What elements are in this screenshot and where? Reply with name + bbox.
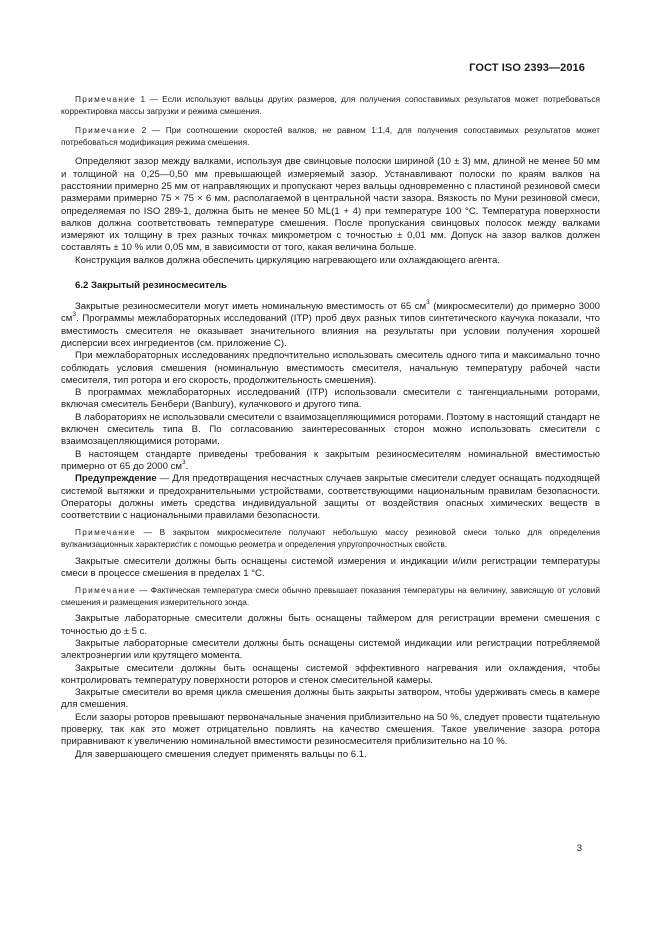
paragraph-power: Закрытые лабораторные смесители должны быть оснащены системой индикации или регистрации потребляемой электроэнергии или крутящего момента. <box>61 637 600 662</box>
paragraph-volume-text-c: . Программы межлабораторных исследований (ITP) проб двух разных типов синтетического каучука показали, что вместимость смесителя не оказывает значительного влияния на результаты при условии получения хорошей дисперсии всех ингредиентов (см. приложение С). <box>61 313 600 349</box>
page-content <box>61 94 600 761</box>
note-microsmesitel <box>61 527 600 550</box>
paragraph-roll-gap: Определяют зазор между валками, используя две свинцовые полоски шириной (10 ± 3) мм, длиной не менее 50 мм и толщиной на 0,25—0,50 мм превышающей измеряемый зазор. Устанавливают полоски по краям валков на расстоянии примерно 25 мм от направляющих и пропускают через вальцы одновременно с пластиной резиновой смеси размерами примерно 75 × 75 × 6 мм, располагаемой в центральной части зазора. Вязкость по Муни резиновой смеси, определяемая по ISO 289-1, должна быть не менее 50 ML(1 + 4) при температуре 100 °С. Температура поверхности валков должна соответствовать температуре смешения. После пропускания свинцовых полосок между валками измеряют их толщину в трех разных точках микрометром с точностью ± 0,01 мм. Допуск на зазор валков должен составлять ± 10 % или 0,05 мм, в зависимости от того, какая величина больше. <box>61 156 600 254</box>
paragraph-itp-programs: В программах межлабораторных исследований (ITP) использовали смесители с тангенциальными роторами, включая смеситель Бенбери (Banbury), кулачкового и другого типа. <box>61 387 600 411</box>
note-text: — Фактическая температура смеси обычно превышает показания температуры на величину, зависящую от условий смешения и размещения измерительного зонда. <box>61 585 600 607</box>
paragraph-volume-text-a: Закрытые резиносмесители могут иметь номинальную вместимость от 65 см <box>75 301 427 313</box>
paragraph-final-mixing: Для завершающего смешения следует применять вальцы по 6.1. <box>75 748 367 760</box>
note-label: Примечание <box>75 125 137 136</box>
paragraph-ram: Закрытые смесители во время цикла смешения должны быть закрыты затвором, чтобы удерживать смесь в камере для смешения. <box>61 687 600 711</box>
note-label: Примечание <box>75 585 137 596</box>
paragraph-volume <box>61 298 600 350</box>
paragraph-interlab: При межлабораторных исследованиях предпочтительно использовать смеситель одного типа и максимально точно соблюдать условия смешения (номинальную вместимость смесителя, начальную температуру рабочей части смесителя, тип ротора и его скорость, продолжительность смешения). <box>61 350 600 386</box>
note-text: — При соотношении скоростей валков, не равном 1:1,4, для получения сопоставимых результатов может потребоваться модификация режима смешения. <box>61 125 600 147</box>
document-header: ГОСТ ISO 2393—2016 <box>469 62 585 74</box>
note-text: — Если используют вальцы других размеров, для получения сопоставимых результатов может потребоваться корректировка массы загрузки и режима смешения. <box>61 94 600 116</box>
page-number: 3 <box>576 843 582 854</box>
paragraph-rotor-clearance: Если зазоры роторов превышают первоначальные значения приблизительно на 50 %, следует провести тщательную проверку, так как это может отрицательно повлиять на качество смешения. Такое увеличение зазора ротора приравнивают к увеличению номинальной вместимости резиносмесителя приблизительно на 10 %. <box>61 711 600 748</box>
paragraph-warning <box>61 473 600 522</box>
note-1 <box>61 94 600 117</box>
paragraph-requirements-text-b: . <box>185 460 189 472</box>
note-label: Примечание <box>75 527 137 538</box>
paragraph-temperature-measurement: Закрытые смесители должны быть оснащены системой измерения и индикации и/или регистрации температуры смеси в процессе смешения в пределах 1 °С. <box>61 555 600 579</box>
paragraph-requirements <box>61 449 600 474</box>
superscript: 3 <box>426 298 430 306</box>
paragraph-heating: Закрытые смесители должны быть оснащены системой эффективного нагревания или охлаждения, чтобы контролировать температуру поверхности роторов и стенок смесительной камеры. <box>61 662 600 686</box>
paragraph-volume-text-b: (микросмесители) до примерно 3000 см <box>61 301 600 325</box>
note-2 <box>61 125 600 148</box>
note-text: — В закрытом микросмесителе получают небольшую массу резиновой смеси только для определения вулканизационных характеристик с помощью реометра и определения упругопрочностных свойств. <box>61 527 600 549</box>
paragraph-timer: Закрытые лабораторные смесители должны быть оснащены таймером для регистрации времени смешения с точностью до ± 5 с. <box>61 613 600 637</box>
paragraph-roll-design: Конструкция валков должна обеспечить циркуляцию нагревающего или охлаждающего агента. <box>75 254 500 266</box>
note-number: 2 <box>141 125 147 136</box>
paragraph-intermeshing: В лабораториях не использовали смесители с взаимозацепляющимися роторами. Поэтому в настоящий стандарт не включен смеситель типа В. По согласованию заинтересованных сторон можно использовать смесители с взаимозацепляющимися роторами. <box>61 411 600 448</box>
note-number: 1 <box>140 94 146 104</box>
warning-label: Предупреждение <box>75 473 157 485</box>
paragraph-requirements-text-a: В настоящем стандарте приведены требования к закрытым резиносмесителям номинальной вместимостью примерно от 65 до 2000 см <box>61 448 600 472</box>
section-title: 6.2 Закрытый резиносмеситель <box>75 280 227 292</box>
note-temperature <box>61 585 600 608</box>
superscript: 3 <box>72 311 77 319</box>
note-label: Примечание <box>75 94 137 104</box>
warning-text: — Для предотвращения несчастных случаев закрытые смесители следует оснащать подходящей системой вытяжки и предохранительными устройствами, соответствующими национальным правилам безопасности. Операторы должны иметь средства индивидуальной защиты от воздействия опасных химических веществ в соответствии с национальными правилами безопасности. <box>61 473 600 522</box>
superscript: 3 <box>181 458 186 466</box>
